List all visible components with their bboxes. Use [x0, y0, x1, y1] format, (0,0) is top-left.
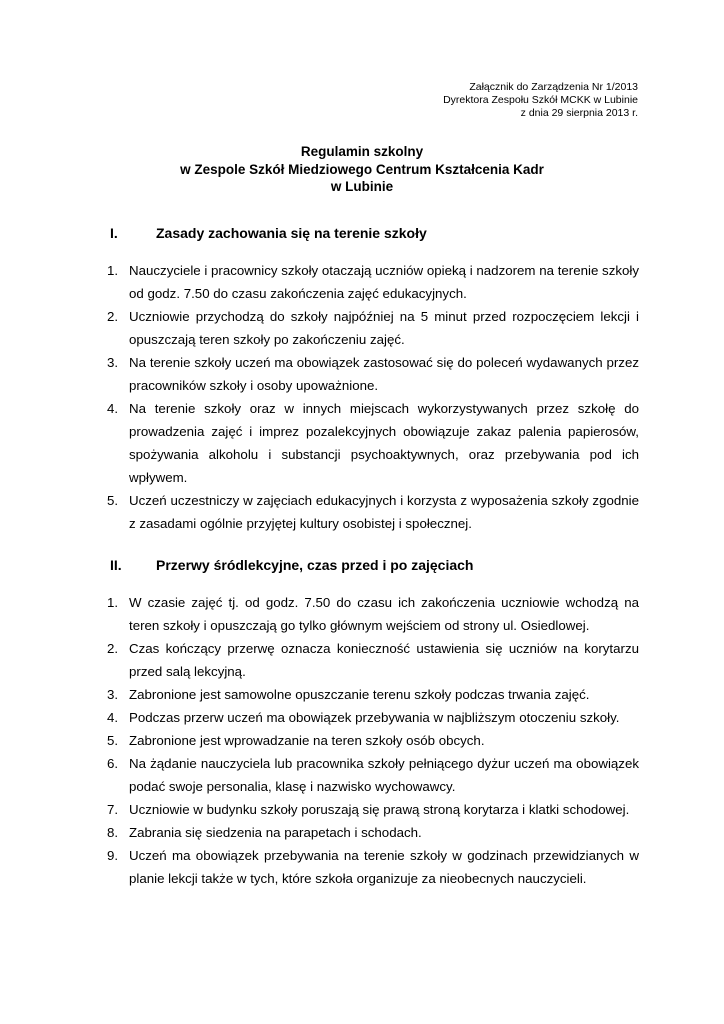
- list-item: [107, 591, 639, 637]
- item-text: Podczas przerw uczeń ma obowiązek przebywania w najbliższym otoczeniu szkoły.: [129, 710, 620, 725]
- list-item: [107, 489, 639, 535]
- item-number: 1.: [107, 263, 119, 278]
- item-number: 8.: [107, 825, 119, 840]
- section-1-list: [107, 259, 639, 535]
- section-2-heading: [110, 556, 473, 574]
- list-item: [107, 351, 639, 397]
- item-number: 2.: [107, 641, 119, 656]
- annex-line-2: Dyrektora Zespołu Szkół MCKK w Lubinie: [443, 94, 638, 106]
- annex-line-3: z dnia 29 sierpnia 2013 r.: [520, 107, 638, 119]
- title-line-2: w Zespole Szkół Miedziowego Centrum Kształcenia Kadr: [180, 161, 544, 177]
- section-2-number: II.: [110, 557, 122, 573]
- list-item: [107, 798, 639, 821]
- list-item: [107, 821, 639, 844]
- list-item: [107, 706, 639, 729]
- item-number: 9.: [107, 848, 119, 863]
- list-item: [107, 844, 639, 890]
- item-number: 1.: [107, 595, 119, 610]
- item-text: Uczniowie w budynku szkoły poruszają się prawą stroną korytarza i klatki schodowej.: [129, 802, 630, 817]
- item-text: Czas kończący przerwę oznacza konieczność ustawienia się uczniów na korytarzu przed salą lekcyjną.: [129, 641, 639, 679]
- item-number: 5.: [107, 493, 119, 508]
- item-text: Zabronione jest wprowadzanie na teren szkoły osób obcych.: [129, 733, 485, 748]
- item-number: 3.: [107, 687, 119, 702]
- item-text: Na terenie szkoły oraz w innych miejscach wykorzystywanych przez szkołę do prowadzenia zajęć i imprez pozalekcyjnych obowiązuje zakaz palenia papierosów, spożywania alkoholu i substancji psychoaktywnych, oraz przebywania pod ich wpływem.: [129, 401, 639, 485]
- item-text: Nauczyciele i pracownicy szkoły otaczają uczniów opieką i nadzorem na terenie szkoły od godz. 7.50 do czasu zakończenia zajęć edukacyjnych.: [129, 263, 639, 301]
- item-text: Na żądanie nauczyciela lub pracownika szkoły pełniącego dyżur uczeń ma obowiązek podać swoje personalia, klasę i nazwisko wychowawcy.: [129, 756, 639, 794]
- list-item: [107, 729, 639, 752]
- annex-note: [443, 81, 638, 120]
- item-number: 6.: [107, 756, 119, 771]
- list-item: [107, 397, 639, 489]
- annex-line-1: Załącznik do Zarządzenia Nr 1/2013: [469, 81, 638, 93]
- item-text: W czasie zajęć tj. od godz. 7.50 do czasu ich zakończenia uczniowie wchodzą na teren szkoły i opuszczają go tylko głównym wejściem od strony ul. Osiedlowej.: [129, 595, 639, 633]
- document-title: [0, 143, 724, 196]
- item-text: Na terenie szkoły uczeń ma obowiązek zastosować się do poleceń wydawanych przez pracowników szkoły i osoby upoważnione.: [129, 355, 639, 393]
- item-number: 2.: [107, 309, 119, 324]
- list-item: [107, 259, 639, 305]
- section-1-number: I.: [110, 225, 118, 241]
- item-number: 7.: [107, 802, 119, 817]
- item-text: Uczeń uczestniczy w zajęciach edukacyjnych i korzysta z wyposażenia szkoły zgodnie z zasadami ogólnie przyjętej kultury osobistej i społecznej.: [129, 493, 639, 531]
- item-text: Uczniowie przychodzą do szkoły najpóźniej na 5 minut przed rozpoczęciem lekcji i opuszczają teren szkoły po zakończeniu zajęć.: [129, 309, 639, 347]
- list-item: [107, 637, 639, 683]
- item-number: 3.: [107, 355, 119, 370]
- item-text: Uczeń ma obowiązek przebywania na terenie szkoły w godzinach przewidzianych w planie lekcji także w tych, które szkoła organizuje za nieobecnych nauczycieli.: [129, 848, 639, 886]
- list-item: [107, 683, 639, 706]
- title-line-3: w Lubinie: [330, 179, 394, 194]
- item-number: 5.: [107, 733, 119, 748]
- item-number: 4.: [107, 401, 119, 416]
- item-number: 4.: [107, 710, 119, 725]
- list-item: [107, 305, 639, 351]
- section-2-title: Przerwy śródlekcyjne, czas przed i po zajęciach: [156, 557, 474, 573]
- list-item: [107, 752, 639, 798]
- item-text: Zabrania się siedzenia na parapetach i schodach.: [129, 825, 422, 840]
- section-1-title: Zasady zachowania się na terenie szkoły: [156, 225, 427, 241]
- item-text: Zabronione jest samowolne opuszczanie terenu szkoły podczas trwania zajęć.: [129, 687, 590, 702]
- title-line-1: Regulamin szkolny: [300, 144, 424, 159]
- section-1-heading: [110, 224, 427, 242]
- section-2-list: [107, 591, 639, 890]
